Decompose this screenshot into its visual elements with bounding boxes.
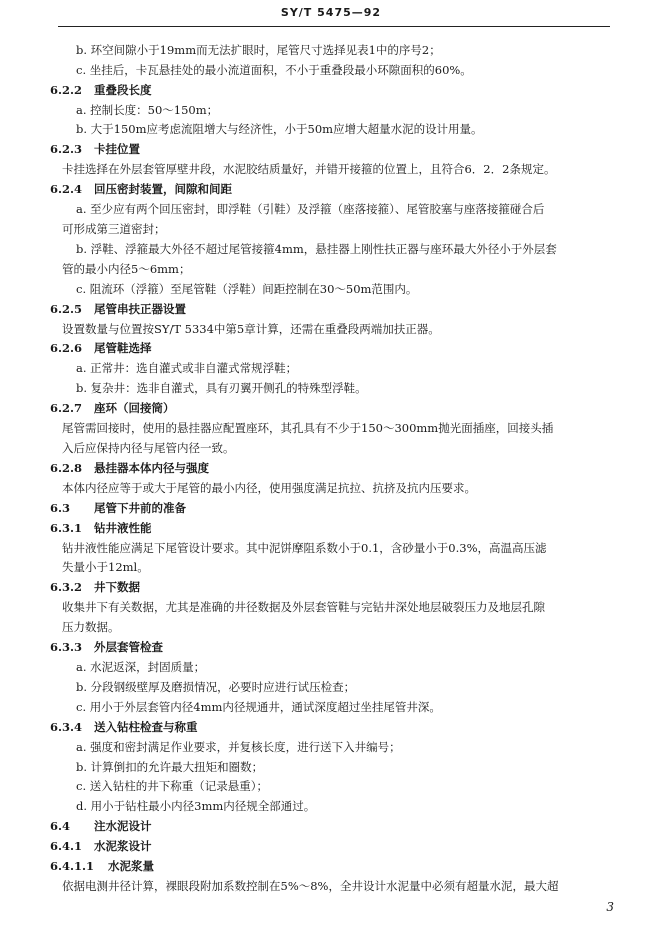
heading-text: 水泥浆设计 xyxy=(94,839,152,853)
text-line xyxy=(76,798,315,814)
line-text: d. 用小于钻柱最小内径3mm内径规全部通过。 xyxy=(76,799,316,813)
text-line xyxy=(62,619,120,635)
section-number: 6.4.1.1 xyxy=(50,859,95,873)
section-number: 6.3.1 xyxy=(50,521,83,535)
heading-text: 悬挂器本体内径与强度 xyxy=(94,461,209,475)
line-text: 管的最小内径5～6mm； xyxy=(62,262,191,276)
text-line xyxy=(62,420,553,436)
section-heading xyxy=(50,301,186,317)
text-line xyxy=(76,281,417,297)
section-heading xyxy=(50,858,154,874)
heading-text: 卡挂位置 xyxy=(94,142,140,156)
line-text: b. 浮鞋、浮箍最大外径不超过尾管接箍4mm，悬挂器上刚性扶正器与座环最大外径小于外层套 xyxy=(76,242,557,256)
line-text: b. 计算倒扣的允许最大扭矩和圈数； xyxy=(76,760,264,774)
text-line xyxy=(62,540,547,556)
text-line xyxy=(76,62,472,78)
line-text: 本体内径应等于或大于尾管的最小内径，使用强度满足抗拉、抗挤及抗内压要求。 xyxy=(62,481,476,495)
section-heading xyxy=(50,838,152,854)
heading-text: 钻井液性能 xyxy=(94,521,152,535)
section-heading xyxy=(50,818,152,834)
heading-text: 尾管串扶正器设置 xyxy=(94,302,186,316)
text-line xyxy=(76,759,263,775)
text-line xyxy=(76,201,544,217)
heading-text: 重叠段长度 xyxy=(94,83,152,97)
heading-text: 回压密封装置，间隙和间距 xyxy=(94,182,232,196)
heading-text: 送入钻柱检查与称重 xyxy=(94,720,198,734)
section-number: 6.4.1 xyxy=(50,839,83,853)
text-line xyxy=(76,679,355,695)
section-number: 6.2.6 xyxy=(50,341,83,355)
heading-text: 外层套管检查 xyxy=(94,640,163,654)
section-heading xyxy=(50,460,209,476)
section-heading xyxy=(50,141,140,157)
line-text: c. 送入钻柱的井下称重（记录悬重）； xyxy=(76,779,268,793)
section-number: 6.3 xyxy=(50,501,71,515)
line-text: 收集井下有关数据，尤其是准确的井径数据及外层套管鞋与完钻井深处地层破裂压力及地层孔隙 xyxy=(62,600,545,614)
section-number: 6.2.4 xyxy=(50,182,83,196)
line-text: b. 分段钢级壁厚及磨损情况，必要时应进行试压检查； xyxy=(76,680,356,694)
line-text: 尾管需回接时，使用的悬挂器应配置座环，其孔具有不少于150～300mm抛光面插座，回接头插 xyxy=(62,421,554,435)
line-text: c. 阻流环（浮箍）至尾管鞋（浮鞋）间距控制在30～50m范围内。 xyxy=(76,282,418,296)
line-text: 失量小于12ml。 xyxy=(62,560,149,574)
section-heading xyxy=(50,719,198,735)
section-number: 6.3.4 xyxy=(50,720,83,734)
section-number: 6.3.2 xyxy=(50,580,83,594)
heading-text: 注水泥设计 xyxy=(94,819,152,833)
section-heading xyxy=(50,82,152,98)
text-line xyxy=(76,659,205,675)
section-number: 6.3.3 xyxy=(50,640,83,654)
line-text: 依据电测井径计算，裸眼段附加系数控制在5%～8%，全井设计水泥量中必须有超量水泥，最大超 xyxy=(62,879,559,893)
section-number: 6.2.3 xyxy=(50,142,83,156)
line-text: 钻井液性能应满足下尾管设计要求。其中泥饼摩阻系数小于0.1，含砂量小于0.3%，高温高压滤 xyxy=(62,541,547,555)
text-line xyxy=(76,739,401,755)
text-line xyxy=(76,778,268,794)
section-heading xyxy=(50,340,152,356)
text-line xyxy=(62,161,555,177)
line-text: 入后应保持内径与尾管内径一致。 xyxy=(62,441,235,455)
page-number: 3 xyxy=(606,900,614,914)
text-line xyxy=(76,380,367,396)
line-text: a. 正常井：选自灌式或非自灌式常规浮鞋； xyxy=(76,361,298,375)
line-text: 可形成第三道密封； xyxy=(62,222,166,236)
text-line xyxy=(76,241,557,257)
text-line xyxy=(76,699,441,715)
line-text: b. 复杂井：选非自灌式，具有刃翼开侧孔的特殊型浮鞋。 xyxy=(76,381,367,395)
section-number: 6.2.7 xyxy=(50,401,83,415)
line-text: c. 用小于外层套管内径4mm内径规通井，通试深度超过坐挂尾管井深。 xyxy=(76,700,441,714)
text-line xyxy=(62,261,190,277)
section-heading xyxy=(50,520,152,536)
text-line xyxy=(62,599,545,615)
text-line xyxy=(62,221,166,237)
section-heading xyxy=(50,639,163,655)
standard-code-header: SY/T 5475—92 xyxy=(280,6,382,19)
text-line xyxy=(62,440,235,456)
text-line xyxy=(62,878,558,894)
section-heading xyxy=(50,579,140,595)
section-number: 6.4 xyxy=(50,819,71,833)
text-line xyxy=(62,480,476,496)
line-text: 卡挂选择在外层套管厚壁井段，水泥胶结质量好，并错开接箍的位置上，且符合6．2．2条规定。 xyxy=(62,162,556,176)
line-text: a. 强度和密封满足作业要求，并复核长度，进行送下入井编号； xyxy=(76,740,401,754)
heading-text: 尾管鞋选择 xyxy=(94,341,152,355)
text-line xyxy=(62,559,149,575)
line-text: 设置数量与位置按SY/T 5334中第5章计算，还需在重叠段两端加扶正器。 xyxy=(62,322,440,336)
line-text: b. 环空间隙小于19mm而无法扩眼时，尾管尺寸选择见表1中的序号2； xyxy=(76,43,441,57)
line-text: a. 控制长度：50～150m； xyxy=(76,103,219,117)
section-heading xyxy=(50,400,175,416)
heading-text: 尾管下井前的准备 xyxy=(94,501,186,515)
line-text: b. 大于150m应考虑流阻增大与经济性，小于50m应增大超量水泥的设计用量。 xyxy=(76,122,483,136)
section-number: 6.2.5 xyxy=(50,302,83,316)
line-text: c. 坐挂后，卡瓦悬挂处的最小流道面积，不小于重叠段最小环隙面积的60%。 xyxy=(76,63,472,77)
heading-text: 井下数据 xyxy=(94,580,140,594)
text-line xyxy=(76,121,483,137)
section-heading xyxy=(50,181,232,197)
text-line xyxy=(62,321,440,337)
text-line xyxy=(76,360,297,376)
line-text: 压力数据。 xyxy=(62,620,120,634)
section-heading xyxy=(50,500,186,516)
section-number: 6.2.2 xyxy=(50,83,83,97)
line-text: a. 水泥返深，封固质量； xyxy=(76,660,206,674)
text-line xyxy=(76,102,218,118)
section-number: 6.2.8 xyxy=(50,461,83,475)
line-text: a. 至少应有两个回压密封，即浮鞋（引鞋）及浮箍（座落接箍）、尾管胶塞与座落接箍碰合后 xyxy=(76,202,545,216)
heading-text: 座环（回接筒） xyxy=(94,401,175,415)
heading-text: 水泥浆量 xyxy=(108,859,154,873)
header-rule xyxy=(58,26,610,27)
text-line xyxy=(76,42,441,58)
